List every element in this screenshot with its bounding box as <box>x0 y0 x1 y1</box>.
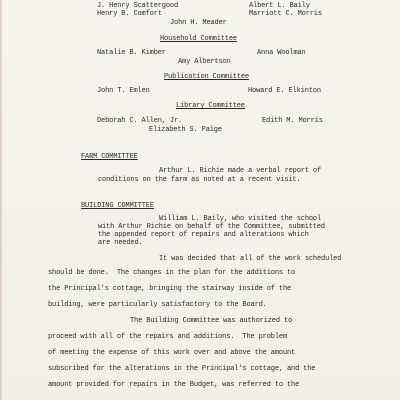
building-p3-line-2: proceed with all of the repairs and additions. The problem <box>48 333 287 341</box>
farm-line-2: conditions on the farm as noted at a recent visit. <box>98 176 301 184</box>
name-paige: Elizabeth S. Paige <box>149 126 222 134</box>
building-p1-line-1: William L. Baily, who visited the school <box>159 215 322 223</box>
name-scattergood: J. Henry Scattergood <box>97 2 179 10</box>
name-woolman: Anna Woolman <box>257 49 306 57</box>
farm-committee-heading: FARM COMMITTEE <box>81 153 138 161</box>
building-committee-heading: BUILDING COMMITTEE <box>81 202 154 210</box>
name-elkinton: Howard E. Elkinton <box>248 87 321 95</box>
page-edge-shadow <box>0 0 3 400</box>
building-p2-line-3: the Principal's cottage, bringing the stairway inside of the <box>48 285 292 293</box>
building-p3-line-4: subscribed for the alterations in the Principal's cottage, and the <box>48 365 316 373</box>
building-p2-line-2: should be done. The changes in the plan for the additions to <box>48 269 296 277</box>
building-p3-line-1: The Building Committee was authorized to <box>130 317 293 325</box>
building-p1-line-3: the appended report of repairs and alterations which <box>98 231 309 239</box>
building-p3-line-5: amount provided for repairs in the Budget, was referred to the <box>48 381 300 389</box>
building-p1-line-4: are needed. <box>98 239 143 247</box>
name-morris-marriott: Marriott C. Morris <box>249 10 322 18</box>
farm-line-1: Arthur L. Richie made a verbal report of <box>159 167 322 175</box>
name-allen: Deborah C. Allen, Jr. <box>97 117 183 125</box>
building-p3-line-3: of meeting the expense of this work over and above the amount <box>48 349 296 357</box>
building-p2-line-1: It was decided that all of the work scheduled <box>159 255 342 263</box>
name-meader: John H. Meader <box>170 19 227 27</box>
name-morris-edith: Edith M. Morris <box>262 117 323 125</box>
publication-committee-title: Publication Committee <box>164 73 250 81</box>
name-baily: Albert L. Baily <box>249 2 310 10</box>
name-kimber: Natalie B. Kimber <box>97 49 166 57</box>
library-committee-title: Library Committee <box>176 102 245 110</box>
name-comfort: Henry B. Comfort <box>97 10 162 18</box>
name-albertson: Amy Albertson <box>178 58 231 66</box>
building-p1-line-2: with Arthur Richie on behalf of the Committee, submitted <box>98 223 325 231</box>
building-p2-line-4: building, were particularly satisfactory to the Board. <box>48 301 267 309</box>
name-emlen: John T. Emlen <box>97 87 150 95</box>
household-committee-title: Household Committee <box>160 35 237 43</box>
